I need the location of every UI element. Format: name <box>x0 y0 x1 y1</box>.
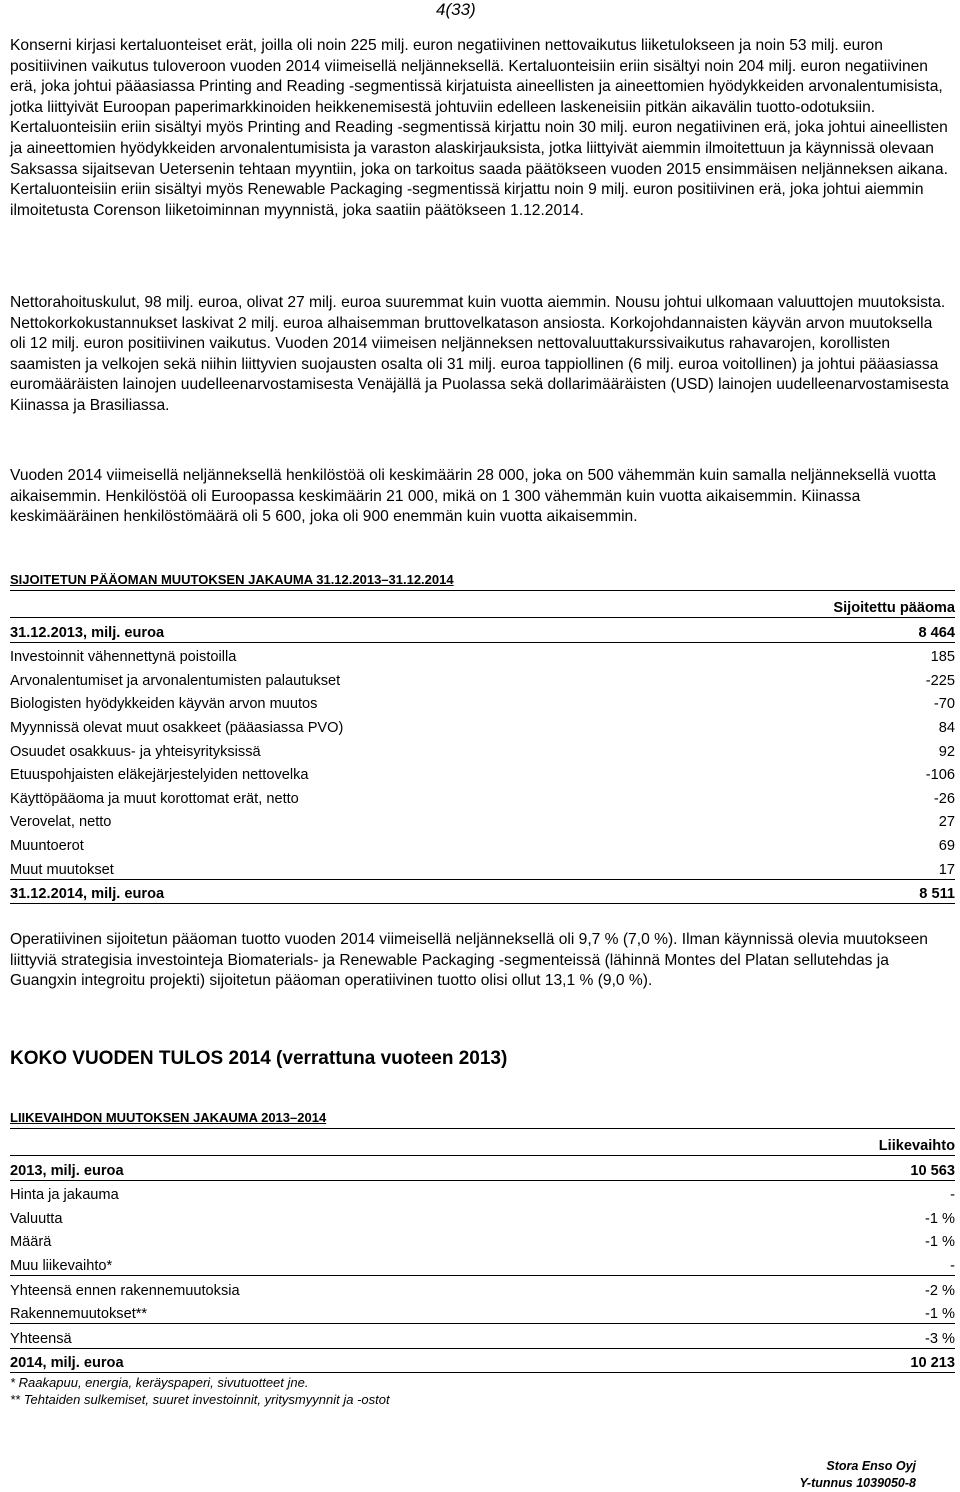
row-value: 8 511 <box>702 879 955 904</box>
paragraph-roce: Operatiivinen sijoitetun pääoman tuotto vuoden 2014 viimeisellä neljänneksellä oli 9,7 % (7,0 %). Ilman käynnissä olevia muutokseen liittyviä strategisia investointeja Biomaterials- ja Renewable Packaging -segmenteissä (lähinnä Montes del Platan sellutehdas ja Guangxin integroitu projekti) sijoitetun pääoman operatiivinen tuotto olisi ollut 13,1 % (9,0 %). <box>10 931 928 990</box>
capital-table-title: SIJOITETUN PÄÄOMAN MUUTOKSEN JAKAUMA 31.12.2013–31.12.2014 <box>10 572 454 587</box>
table-row <box>10 713 955 737</box>
capital-employed-table <box>10 590 955 904</box>
sales-bridge-table <box>10 1128 955 1373</box>
table-row <box>10 1204 955 1228</box>
row-value: - <box>950 1257 955 1274</box>
table-row <box>10 1300 955 1324</box>
row-label: 31.12.2014, milj. euroa <box>10 879 702 904</box>
table-row-end <box>10 879 955 904</box>
row-label: Verovelat, netto <box>10 814 112 831</box>
annual-result-title: KOKO VUODEN TULOS 2014 (verrattuna vuoteen 2013) <box>10 1048 508 1069</box>
footer-company: Stora Enso Oyj <box>826 1459 916 1473</box>
table-row <box>10 808 955 832</box>
table-row <box>10 784 955 808</box>
row-value: -1 % <box>924 1234 955 1251</box>
row-value: -1 % <box>924 1210 955 1227</box>
table-header-row <box>10 591 955 618</box>
table-row-end <box>10 1348 955 1373</box>
row-label: Biologisten hyödykkeiden käyvän arvon muutos <box>10 696 318 713</box>
row-label: Määrä <box>10 1234 52 1251</box>
row-label: Käyttöpääoma ja muut korottomat erät, netto <box>10 790 299 807</box>
page-number: 4(33) <box>436 0 476 19</box>
row-label: Muu liikevaihto* <box>10 1257 113 1274</box>
row-label: Hinta ja jakauma <box>10 1187 119 1204</box>
row-label: Arvonalentumiset ja arvonalentumisten palautukset <box>10 672 341 689</box>
row-value: -225 <box>925 672 955 689</box>
row-label: Muuntoerot <box>10 837 84 854</box>
table-row <box>10 1228 955 1252</box>
table-row-subtotal <box>10 1275 955 1299</box>
table-header-row <box>10 1129 955 1156</box>
table-row-start <box>10 1156 955 1181</box>
table-row <box>10 737 955 761</box>
row-value: 17 <box>938 861 955 878</box>
row-value: 10 563 <box>719 1156 955 1181</box>
row-label: Osuudet osakkuus- ja yhteisyrityksissä <box>10 743 261 760</box>
row-value: 92 <box>938 743 955 760</box>
row-label: Investoinnit vähennettynä poistoilla <box>10 649 237 666</box>
column-header: Liikevaihto <box>719 1129 955 1156</box>
footnotes <box>10 1374 390 1408</box>
column-header: Sijoitettu pääoma <box>702 591 955 618</box>
row-label: 2013, milj. euroa <box>10 1156 719 1181</box>
row-label: Yhteensä ennen rakennemuutoksia <box>10 1275 719 1299</box>
footer-business-id: Y-tunnus 1039050-8 <box>799 1476 916 1490</box>
paragraph-one-off-items: Konserni kirjasi kertaluonteiset erät, joilla oli noin 225 milj. euron negatiivinen nettovaikutus liiketulokseen ja noin 53 milj. euron positiivinen vaikutus tuloveroon vuoden 2014 viimeisellä neljänneksellä. Kertaluonteisiin eriin sisältyi noin 204 milj. euron negatiivinen erä, joka johtui pääasiassa Printing and Reading -segmentissä kirjatuista aineellisten ja aineettomien hyödykkeiden arvonalentumisista, jotka liittyivät Euroopan paperimarkkinoiden heikkenemisestä johtuviin edelleen laskeneisiin pitkän aikavälin tuotto-odotuksiin. Kertaluonteisiin eriin sisältyi myös Printing and Reading -segmentissä kirjattu noin 30 milj. euron negatiivinen erä, joka johtui aineellisten ja aineettomien hyödykkeiden arvonalentumisista ja varaston alaskirjauksista, jotka liittyivät aiemmin ilmoitettuun ja käynnissä olevaan Saksassa sijaitsevan Uetersenin tehtaan myyntiin, joka on tarkoitus saada päätökseen vuoden 2015 ensimmäisen neljänneksen aikana. Kertaluonteisiin eriin sisältyi myös Renewable Packaging -segmentissä kirjattu noin 9 milj. euron positiivinen erä, joka johtui aiemmin ilmoitetusta Corenson liiketoiminnan myynnistä, joka saatiin päätökseen 1.12.2014. <box>10 37 948 219</box>
row-value: 84 <box>938 719 955 736</box>
table-row <box>10 761 955 785</box>
row-value: 27 <box>938 814 955 831</box>
row-label: Valuutta <box>10 1210 63 1227</box>
paragraph-financial-costs: Nettorahoituskulut, 98 milj. euroa, olivat 27 milj. euroa suuremmat kuin vuotta aiemmin. Nousu johtui ulkomaan valuuttojen muutoksista. Nettokorkokustannukset laskivat 2 milj. euroa alhaisemman bruttovelkatason ansiosta. Korkojohdannaisten käyvän arvon muutoksella oli 12 milj. euron positiivinen vaikutus. Vuoden 2014 viimeisen neljänneksen nettovaluuttakurssivaikutus rahavarojen, korollisten saamisten ja velkojen sekä niihin liittyvien suojausten osalta oli 31 milj. euroa tappiollinen (6 milj. euroa voitollinen) ja johtui pääasiassa euromääräisten lainojen uudelleenarvostamisesta Venäjällä ja Puolassa sekä dollarimääräisten (USD) lainojen uudelleenarvostamisesta Kiinassa ja Brasiliassa. <box>10 294 949 414</box>
sales-table-title: LIIKEVAIHDON MUUTOKSEN JAKAUMA 2013–2014 <box>10 1110 327 1125</box>
row-label: Rakennemuutokset** <box>10 1306 148 1323</box>
row-value: - <box>950 1187 955 1204</box>
page-footer <box>800 1458 916 1492</box>
table-row <box>10 642 955 666</box>
row-label: Myynnissä olevat muut osakkeet (pääasiassa PVO) <box>10 719 344 736</box>
row-label: Muut muutokset <box>10 861 114 878</box>
row-value: -1 % <box>924 1306 955 1323</box>
row-value: -2 % <box>719 1275 955 1299</box>
row-value: -70 <box>933 696 955 713</box>
table-row-total <box>10 1324 955 1349</box>
table-row <box>10 690 955 714</box>
table-row <box>10 855 955 879</box>
table-row <box>10 1251 955 1275</box>
table-row <box>10 666 955 690</box>
row-value: -106 <box>925 767 955 784</box>
table-row <box>10 831 955 855</box>
row-value: 8 464 <box>702 618 955 643</box>
row-label: 2014, milj. euroa <box>10 1348 719 1373</box>
row-label: 31.12.2013, milj. euroa <box>10 618 702 643</box>
row-value: -26 <box>933 790 955 807</box>
footnote-one: * Raakapuu, energia, keräyspaperi, sivutuotteet jne. <box>10 1375 309 1390</box>
table-row-start <box>10 618 955 643</box>
row-value: 69 <box>938 837 955 854</box>
row-value: 10 213 <box>719 1348 955 1373</box>
paragraph-personnel: Vuoden 2014 viimeisellä neljänneksellä henkilöstöä oli keskimäärin 28 000, joka on 500 vähemmän kuin samalla neljänneksellä vuotta aikaisemmin. Henkilöstöä oli Euroopassa keskimäärin 21 000, mikä on 1 300 vähemmän kuin vuotta aikaisemmin. Kiinassa keskimääräinen henkilöstömäärä oli 5 600, joka oli 900 enemmän kuin vuotta aikaisemmin. <box>10 467 937 526</box>
footnote-two: ** Tehtaiden sulkemiset, suuret investoinnit, yritysmyynnit ja -ostot <box>10 1392 390 1407</box>
row-label: Etuuspohjaisten eläkejärjestelyiden nettovelka <box>10 767 309 784</box>
row-value: -3 % <box>719 1324 955 1349</box>
row-label: Yhteensä <box>10 1324 719 1349</box>
row-value: 185 <box>930 649 955 666</box>
table-row <box>10 1180 955 1204</box>
